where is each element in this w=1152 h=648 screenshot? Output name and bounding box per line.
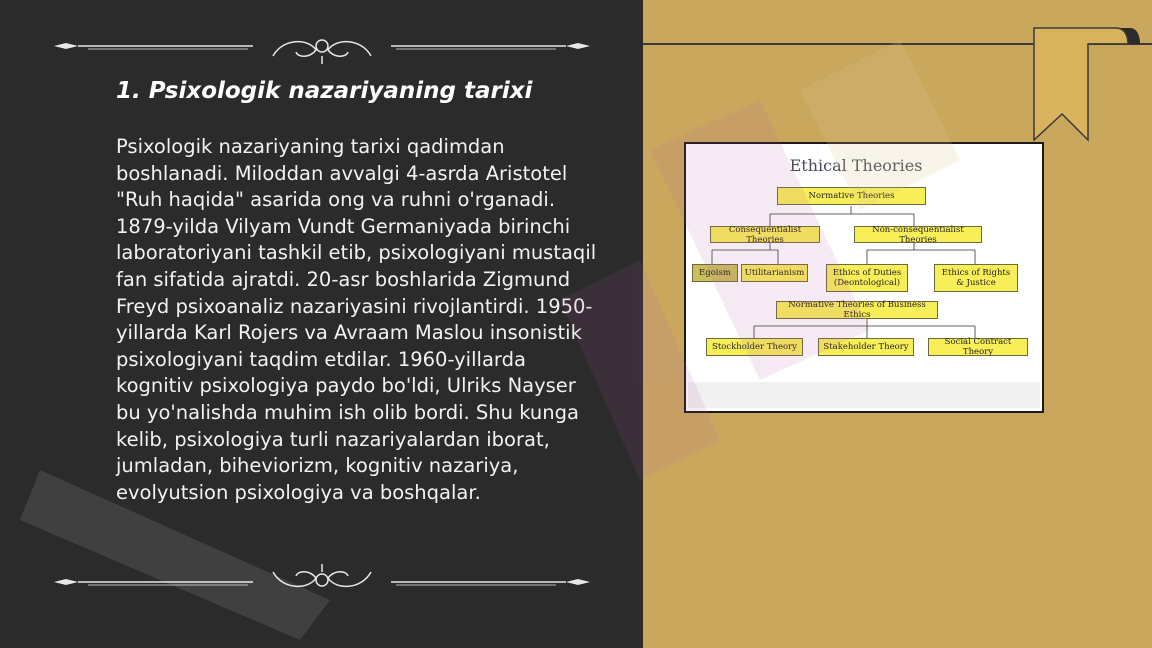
utilitarianism-box: Utilitarianism [741, 264, 808, 282]
ethics-of-rights-line1: Ethics of Rights [941, 268, 1011, 278]
egoism-box: Egoism [692, 264, 738, 282]
ethics-of-duties-box [826, 264, 908, 292]
stockholder-box: Stockholder Theory [706, 338, 803, 356]
stakeholder-box: Stakeholder Theory [818, 338, 914, 356]
slide-body: Psixologik nazariyaning tarixi qadimdan boshlanadi. Miloddan avvalgi 4-asrda Aristotel "Ruh haqida" asarida ong va ruhni o'rganadi. 1879-yilda Vilyam Vundt Germaniyada birinchi laboratoriyani tashkil etib, psixologiyani mustaqil fan sifatida ajratdi. 20-asr boshlarida Zigmund Freyd psixoanaliz nazariyasini rivojlantirdi. 1950-yillarda Karl Rojers va Avraam Maslou insonistik psixologiyani taqdim etdilar. 1960-yillarda kognitiv psixologiya paydo bo'ldi, Ulriks Nayser bu yo'nalishda muhim ish olib bordi. Shu kunga kelib, psixologiya turli nazariyalardan iborat, jumladan, biheviorizm, kognitiv nazariya, evolyutsion psixologiya va boshqalar. [116, 135, 597, 504]
normative-theories-box: Normative Theories [777, 187, 926, 205]
ethics-of-duties-line1: Ethics of Duties [832, 268, 902, 278]
social-contract-box: Social Contract Theory [928, 338, 1028, 356]
top-ornament [48, 28, 596, 68]
ethics-of-duties-line2: (Deontological) [833, 278, 901, 288]
non-consequentialist-box: Non-consequentialist Theories [854, 226, 982, 243]
consequentialist-box: Consequentialist Theories [710, 226, 820, 243]
slide-title: 1. Psixologik nazariyaning tarixi [116, 78, 533, 104]
diagram-title: Ethical Theories [789, 156, 923, 175]
ethics-of-rights-line2: & Justice [956, 278, 996, 288]
business-ethics-box: Normative Theories of Business Ethics [776, 301, 938, 319]
ethical-theories-diagram [684, 142, 1044, 413]
bookmark-icon [1030, 24, 1142, 144]
ethics-of-rights-box [934, 264, 1018, 292]
bottom-ornament [48, 560, 596, 600]
